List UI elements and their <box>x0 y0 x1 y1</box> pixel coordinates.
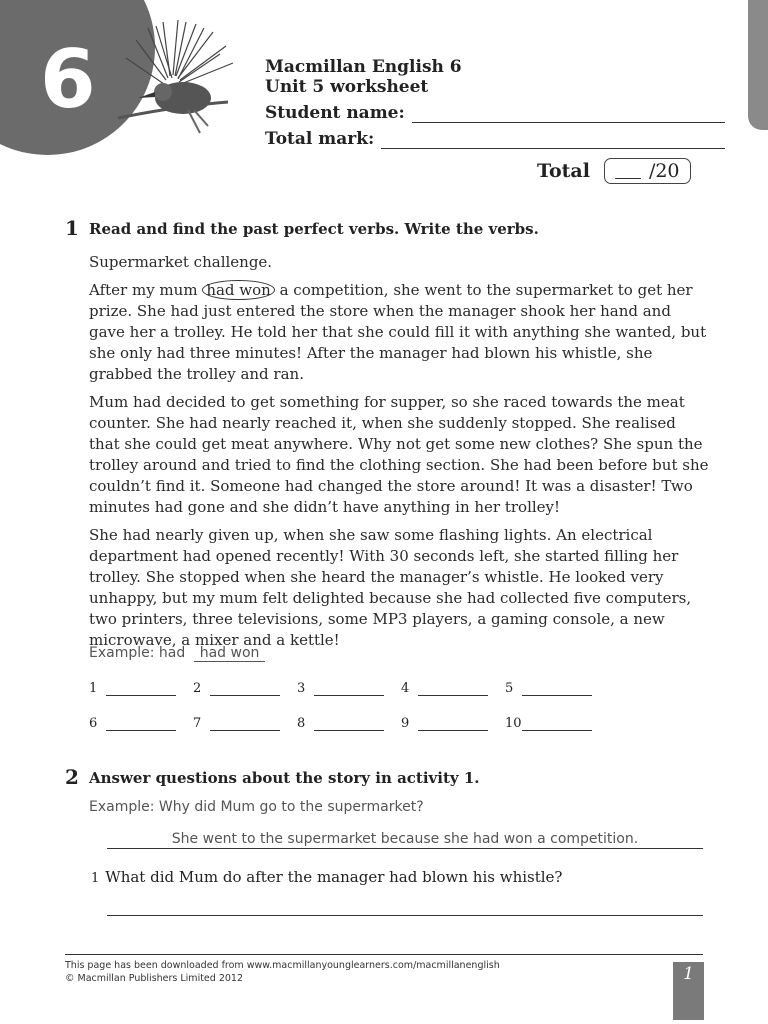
question-2-item-number: 1 <box>91 871 100 886</box>
student-name-row <box>265 103 725 123</box>
answer-item <box>297 681 401 696</box>
answer-item <box>401 716 505 731</box>
story-p1-rest: a competition, she went to the supermarket to get her prize. She had just entered the store when the manager shook her hand and gave her a trolley. He told her that she could fill it with anything she wanted, but she only had three minutes! After the manager had blown his whistle, she grabbed the trolley and ran. <box>89 281 707 383</box>
story-p1-start: After my mum <box>89 281 203 299</box>
story-text <box>89 252 709 658</box>
story-title: Supermarket challenge. <box>89 253 273 271</box>
story-paragraph-2: Mum had decided to get something for supper, so she raced towards the meat counter. She had nearly reached it, when she suddenly stopped. She realised that she could get meat anywhere. Why not get some new clothes? She spun the trolley around and tried to find the clothing section. She had been before but she couldn’t find it. Someone had changed the store around! It was a disaster! Two minutes had gone and she didn’t have anything in her trolley! <box>89 393 709 516</box>
worksheet-title: Unit 5 worksheet <box>265 77 429 97</box>
question-2-item-text: What did Mum do after the manager had blown his whistle? <box>105 868 563 886</box>
answer-row-1 <box>89 681 629 696</box>
answer-item <box>193 716 297 731</box>
worksheet-header <box>265 57 725 149</box>
answer-field[interactable] <box>106 683 176 696</box>
student-name-label: Student name: <box>265 103 405 123</box>
total-mark-field[interactable] <box>381 132 725 149</box>
answer-item <box>505 681 609 696</box>
total-mark-label: Total mark: <box>265 129 375 149</box>
footer-copyright: © Macmillan Publishers Limited 2012 <box>65 973 243 984</box>
total-label: Total <box>537 160 590 182</box>
question-2-item-1 <box>91 868 562 886</box>
question-1-example <box>89 645 265 662</box>
answer-item <box>401 681 505 696</box>
footer-source: This page has been downloaded from www.macmillanyounglearners.com/macmillanenglish <box>65 960 500 971</box>
example-answer: had won <box>194 645 266 662</box>
question-2-number: 2 <box>65 765 79 789</box>
answer-number: 6 <box>89 716 98 731</box>
answer-number: 4 <box>401 681 410 696</box>
total-mark-row <box>265 129 725 149</box>
example-label: Example: had <box>89 645 186 661</box>
answer-field[interactable] <box>522 683 592 696</box>
circled-example-verb: had won <box>202 280 275 300</box>
answer-field[interactable] <box>418 683 488 696</box>
answer-number: 8 <box>297 716 306 731</box>
answer-field[interactable] <box>418 718 488 731</box>
answer-row-2 <box>89 716 629 731</box>
question-1-number: 1 <box>65 216 79 240</box>
answer-field[interactable] <box>210 718 280 731</box>
answer-field[interactable] <box>522 718 592 731</box>
question-1-instruction: Read and find the past perfect verbs. Write the verbs. <box>89 220 539 238</box>
total-score-max: /20 <box>648 160 680 182</box>
student-name-field[interactable] <box>412 106 725 123</box>
answer-field[interactable] <box>210 683 280 696</box>
question-2-instruction: Answer questions about the story in activity 1. <box>89 769 480 787</box>
answer-number: 7 <box>193 716 202 731</box>
total-score-field[interactable] <box>615 164 641 179</box>
story-paragraph-3: She had nearly given up, when she saw some flashing lights. An electrical department had opened recently! With 30 seconds left, she started filling her trolley. She stopped when she heard the manager’s whistle. He looked very unhappy, but my mum felt delighted because she had collected five computers, two printers, three televisions, some MP3 players, a gaming console, a new microwave, a mixer and a kettle! <box>89 526 692 649</box>
unit-number: 6 <box>40 33 96 126</box>
answer-number: 2 <box>193 681 202 696</box>
bird-illustration-icon <box>108 18 258 148</box>
book-title: Macmillan English 6 <box>265 57 462 77</box>
answer-item <box>89 681 193 696</box>
answer-field[interactable] <box>314 683 384 696</box>
answer-item <box>297 716 401 731</box>
story-paragraph-1 <box>89 280 709 385</box>
footer <box>65 959 500 985</box>
question-2-example-question: Example: Why did Mum go to the supermarket? <box>89 799 424 815</box>
answer-number: 5 <box>505 681 514 696</box>
answer-number: 3 <box>297 681 306 696</box>
question-2-answer-field[interactable] <box>107 915 703 916</box>
answer-item <box>89 716 193 731</box>
answer-field[interactable] <box>314 718 384 731</box>
question-2-example-answer: She went to the supermarket because she had won a competition. <box>107 831 703 849</box>
total-score <box>537 158 691 184</box>
footer-divider <box>65 954 703 955</box>
answer-item <box>193 681 297 696</box>
total-score-box <box>604 158 691 184</box>
answer-number: 10 <box>505 716 522 731</box>
answer-item <box>505 716 609 731</box>
answer-number: 9 <box>401 716 410 731</box>
answer-field[interactable] <box>106 718 176 731</box>
page-number: 1 <box>673 962 704 1020</box>
answer-number: 1 <box>89 681 98 696</box>
page-edge-tab <box>748 0 768 130</box>
